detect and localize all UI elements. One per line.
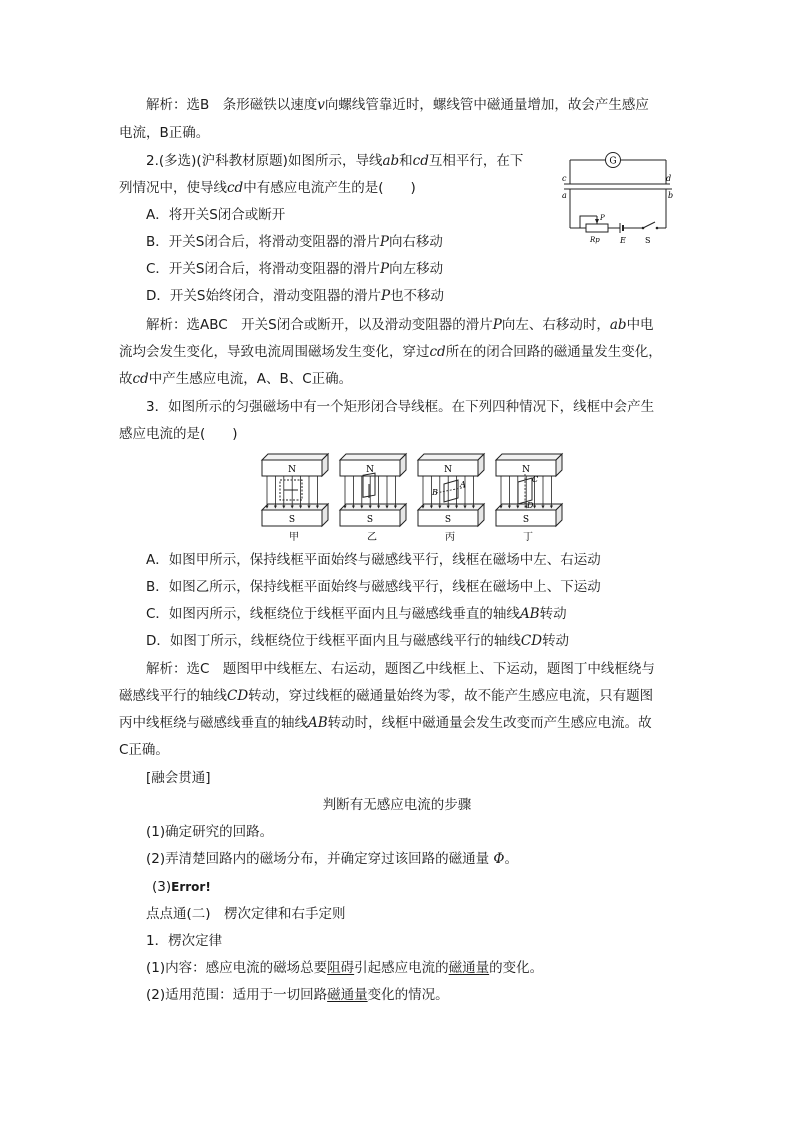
section2-content: (1)内容：感应电流的磁场总要阻碍引起感应电流的磁通量的变化。 bbox=[146, 960, 544, 976]
north-label: N bbox=[288, 465, 296, 475]
north-label: N bbox=[522, 465, 530, 475]
q2-analysis-line1: 解析：选ABC 开关S闭合或断开，以及滑动变阻器的滑片P向左、右移动时，ab中电 bbox=[146, 317, 654, 333]
summary-step1: (1)确定研究的回路。 bbox=[146, 824, 274, 840]
label-b: b bbox=[668, 191, 674, 200]
q3-analysis-line4: C正确。 bbox=[119, 742, 169, 758]
south-label: S bbox=[288, 515, 296, 525]
q1-analysis-line2: 电流，B正确。 bbox=[119, 125, 210, 141]
q3-magnet-figure bbox=[258, 450, 568, 544]
slider-arrow-icon bbox=[595, 219, 599, 224]
q3-option-a: A．如图甲所示，保持线框平面始终与磁感线平行，线框在磁场中左、右运动 bbox=[146, 552, 601, 568]
q2-stem-line2: 列情况中，使导线cd中有感应电流产生的是( ) bbox=[119, 180, 416, 196]
section2-scope: (2)适用范围：适用于一切回路磁通量变化的情况。 bbox=[146, 987, 449, 1003]
q2-analysis-line3: 故cd中产生感应电流，A、B、C正确。 bbox=[119, 371, 353, 387]
q3-option-d: D．如图丁所示，线框绕位于线框平面内且与磁感线平行的轴线CD转动 bbox=[146, 633, 570, 649]
coil-frame bbox=[444, 480, 458, 502]
q2-option-c: C．开关S闭合后，将滑动变阻器的滑片P向左移动 bbox=[146, 261, 444, 277]
q2-option-d: D．开关S始终闭合，滑动变阻器的滑片P也不移动 bbox=[146, 288, 445, 304]
south-label: S bbox=[444, 515, 452, 525]
magnet-diagram-1 bbox=[262, 454, 328, 543]
q3-option-c: C．如图丙所示，线框绕位于线框平面内且与磁感线垂直的轴线AB转动 bbox=[146, 606, 567, 622]
label-a: a bbox=[562, 191, 567, 200]
section2-heading: 点点通(二) 楞次定律和右手定则 bbox=[146, 906, 346, 922]
label-p: P bbox=[600, 214, 605, 222]
q2-option-b: B．开关S闭合后，将滑动变阻器的滑片P向右移动 bbox=[146, 234, 443, 250]
label-c: C bbox=[532, 475, 539, 484]
q3-analysis-line3: 丙中线框绕与磁感线垂直的轴线AB转动时，线框中磁通量会发生改变而产生感应电流。故 bbox=[119, 715, 652, 731]
figure-caption: 丙 bbox=[445, 532, 455, 543]
summary-step2: (2)弄清楚回路内的磁场分布，并确定穿过该回路的磁通量 Φ。 bbox=[146, 851, 518, 867]
rheostat-icon bbox=[586, 224, 608, 232]
magnet-diagram-3 bbox=[418, 454, 484, 543]
north-label: N bbox=[444, 465, 452, 475]
q3-stem-line1: 3．如图所示的匀强磁场中有一个矩形闭合导线框。在下列四种情况下，线框中会产生 bbox=[146, 399, 655, 415]
label-d: D bbox=[527, 501, 534, 510]
q3-stem-line2: 感应电流的是( ) bbox=[119, 426, 238, 442]
label-b: B bbox=[432, 488, 438, 497]
summary-title: 判断有无感应电流的步骤 bbox=[322, 797, 472, 813]
switch-lever bbox=[643, 222, 655, 228]
q2-circuit-figure bbox=[560, 150, 680, 250]
q2-option-a: A．将开关S闭合或断开 bbox=[146, 207, 286, 223]
label-rp: Rp bbox=[590, 236, 600, 244]
figure-caption: 甲 bbox=[289, 532, 299, 543]
label-s: S bbox=[645, 236, 651, 245]
q3-analysis-line1: 解析：选C 题图甲中线框左、右运动，题图乙中线框上、下运动，题图丁中线框绕与 bbox=[146, 661, 655, 677]
q1-analysis-line1: 解析：选B 条形磁铁以速度v向螺线管靠近时，螺线管中磁通量增加，故会产生感应 bbox=[146, 97, 649, 113]
summary-step3: (3)Error! bbox=[152, 879, 211, 895]
switch-contact-left bbox=[642, 227, 645, 230]
q2-stem-line1: 2.(多选)(沪科教材原题)如图所示，导线ab和cd互相平行，在下 bbox=[146, 153, 524, 169]
label-e: E bbox=[620, 236, 626, 245]
magnet-diagram-4 bbox=[496, 454, 562, 543]
q2-analysis-line2: 流均会发生变化，导致电流周围磁场发生变化，穿过cd所在的闭合回路的磁通量发生变化， bbox=[119, 344, 662, 360]
switch-contact-right bbox=[656, 227, 659, 230]
summary-tag: [融会贯通] bbox=[146, 770, 211, 786]
north-label: N bbox=[366, 465, 374, 475]
south-label: S bbox=[522, 515, 530, 525]
label-a: A bbox=[460, 480, 466, 489]
q3-option-b: B．如图乙所示，保持线框平面始终与磁感线平行，线框在磁场中上、下运动 bbox=[146, 579, 601, 595]
magnet-diagram-2 bbox=[340, 454, 406, 543]
section2-item1: 1．楞次定律 bbox=[146, 933, 223, 949]
q3-analysis-line2: 磁感线平行的轴线CD转动，穿过线框的磁通量始终为零，故不能产生感应电流，只有题图 bbox=[119, 688, 654, 704]
south-label: S bbox=[366, 515, 374, 525]
figure-caption: 丁 bbox=[523, 532, 533, 543]
galvanometer-label: G bbox=[609, 156, 617, 167]
label-d: d bbox=[666, 174, 672, 183]
figure-caption: 乙 bbox=[367, 532, 377, 543]
label-c: c bbox=[562, 174, 567, 183]
